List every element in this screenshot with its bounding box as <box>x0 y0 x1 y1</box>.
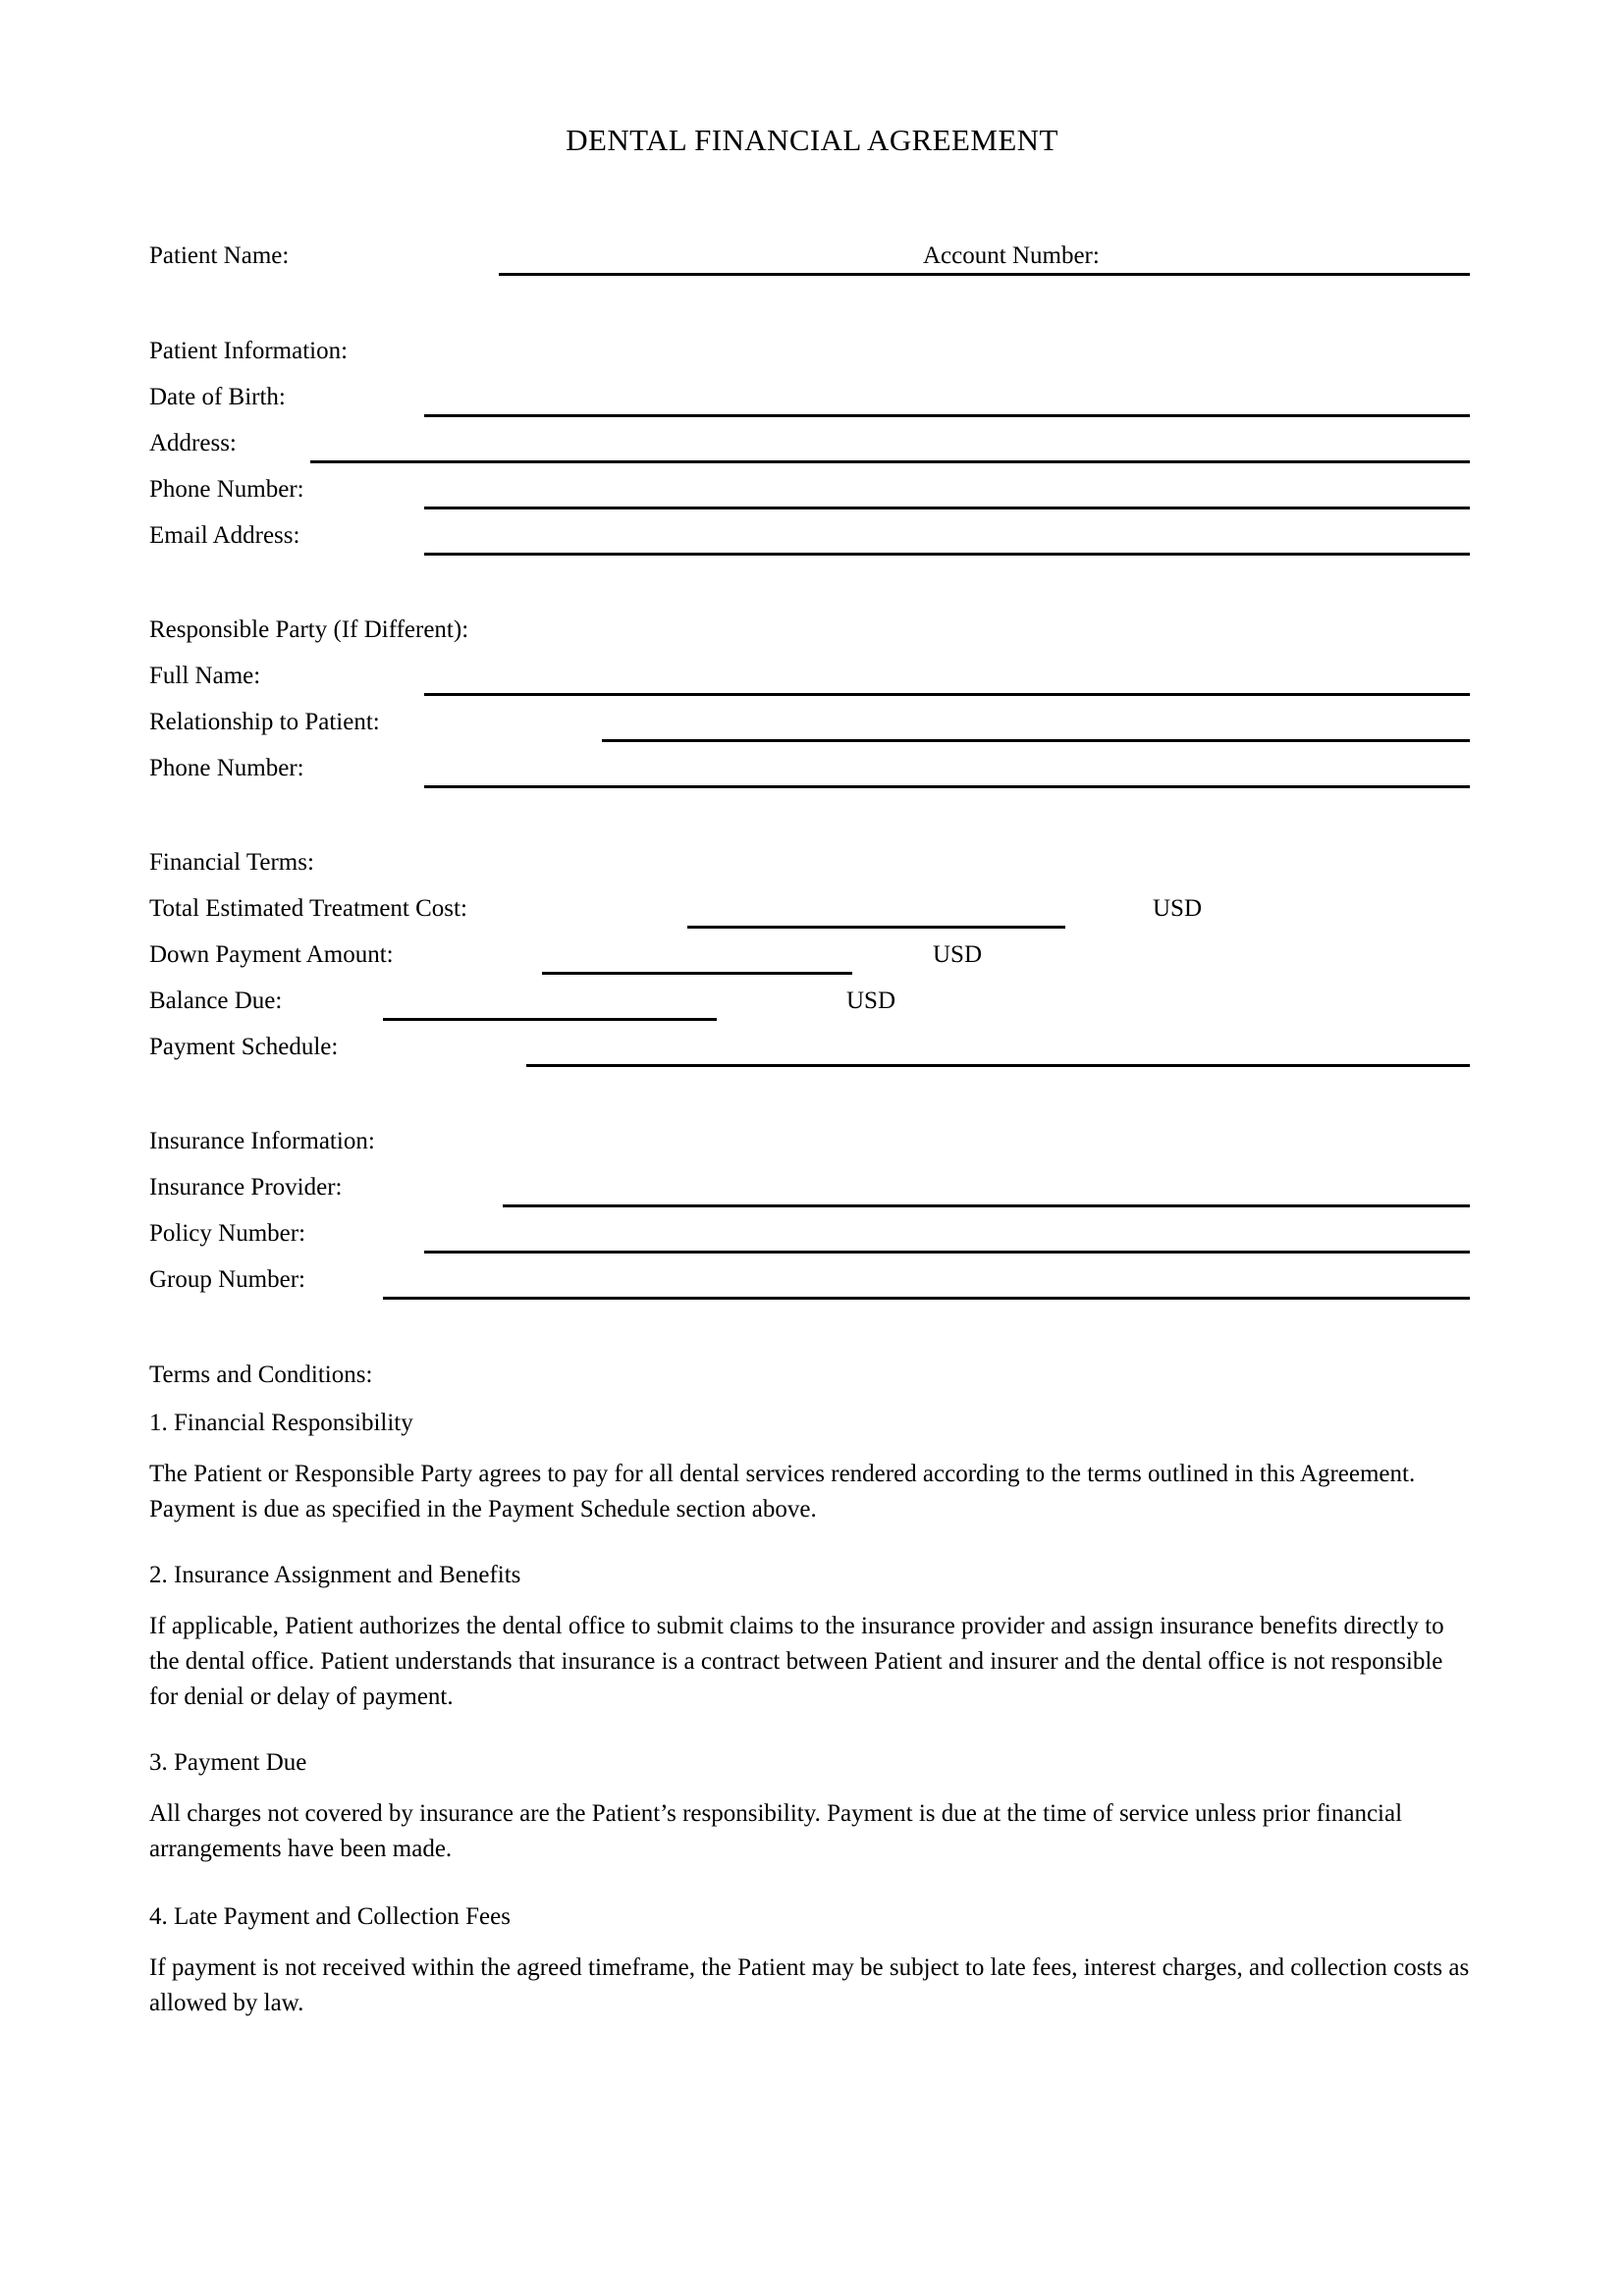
phone-number-label: Phone Number: <box>149 476 304 503</box>
down-payment-amount-currency: USD <box>933 941 983 968</box>
policy-number-label: Policy Number: <box>149 1220 306 1247</box>
terms-and-conditions-heading: Terms and Conditions: <box>149 1362 373 1388</box>
phone-number-rule[interactable] <box>424 507 1470 509</box>
total-estimated-treatment-cost-rule[interactable] <box>687 926 1065 929</box>
clause-4 <box>149 1904 1475 2021</box>
balance-due-label: Balance Due: <box>149 988 283 1014</box>
patient-name-account-number-rule[interactable] <box>499 273 1470 276</box>
responsible-party-full-name-rule[interactable] <box>424 693 1470 696</box>
insurance-information-heading: Insurance Information: <box>149 1128 375 1154</box>
clause-3 <box>149 1750 1475 1867</box>
group-number-label: Group Number: <box>149 1266 305 1293</box>
clause-1-title: 1. Financial Responsibility <box>149 1410 413 1436</box>
insurance-provider-label: Insurance Provider: <box>149 1174 343 1201</box>
address-rule[interactable] <box>310 460 1470 463</box>
address-label: Address: <box>149 430 237 456</box>
date-of-birth-label: Date of Birth: <box>149 384 286 410</box>
down-payment-amount-label: Down Payment Amount: <box>149 941 394 968</box>
clause-2-title: 2. Insurance Assignment and Benefits <box>149 1562 521 1588</box>
balance-due-currency: USD <box>846 988 896 1014</box>
financial-terms-heading: Financial Terms: <box>149 849 314 876</box>
balance-due-rule[interactable] <box>383 1018 717 1021</box>
payment-schedule-rule[interactable] <box>526 1064 1470 1067</box>
group-number-rule[interactable] <box>383 1297 1470 1300</box>
clause-4-title: 4. Late Payment and Collection Fees <box>149 1903 511 1930</box>
clause-1 <box>149 1411 1475 1527</box>
down-payment-amount-rule[interactable] <box>542 972 852 975</box>
relationship-to-patient-rule[interactable] <box>602 739 1470 742</box>
responsible-party-heading: Responsible Party (If Different): <box>149 616 469 643</box>
patient-information-heading: Patient Information: <box>149 338 349 364</box>
date-of-birth-rule[interactable] <box>424 414 1470 417</box>
insurance-provider-rule[interactable] <box>503 1204 1470 1207</box>
policy-number-rule[interactable] <box>424 1251 1470 1254</box>
relationship-to-patient-label: Relationship to Patient: <box>149 709 380 735</box>
payment-schedule-label: Payment Schedule: <box>149 1034 339 1060</box>
total-estimated-treatment-cost-label: Total Estimated Treatment Cost: <box>149 895 467 922</box>
responsible-party-phone-number-rule[interactable] <box>424 785 1470 788</box>
clause-2 <box>149 1563 1475 1715</box>
email-address-rule[interactable] <box>424 553 1470 556</box>
patient-name-label: Patient Name: <box>149 242 290 269</box>
clause-3-body: All charges not covered by insurance are the Patient’s responsibility. Payment is due at the time of service unless prior financial arrangements have been made. <box>149 1800 1403 1862</box>
email-address-label: Email Address: <box>149 522 300 549</box>
total-estimated-treatment-cost-currency: USD <box>1153 895 1203 922</box>
account-number-label: Account Number: <box>923 242 1100 269</box>
clause-4-body: If payment is not received within the agreed timeframe, the Patient may be subject to late fees, interest charges, and collection costs as allowed by law. <box>149 1954 1470 2016</box>
responsible-party-phone-number-label: Phone Number: <box>149 755 304 781</box>
clause-3-title: 3. Payment Due <box>149 1749 307 1776</box>
clause-1-body: The Patient or Responsible Party agrees to pay for all dental services rendered according to the terms outlined in this Agreement. Payment is due as specified in the Payment Schedule section above. <box>149 1461 1416 1522</box>
clause-2-body: If applicable, Patient authorizes the dental office to submit claims to the insurance provider and assign insurance benefits directly to the dental office. Patient understands that insurance is a contract between Patient and insurer and the dental office is not responsible for denial or delay of payment. <box>149 1613 1444 1710</box>
page-title: DENTAL FINANCIAL AGREEMENT <box>566 123 1058 157</box>
responsible-party-full-name-label: Full Name: <box>149 663 261 689</box>
